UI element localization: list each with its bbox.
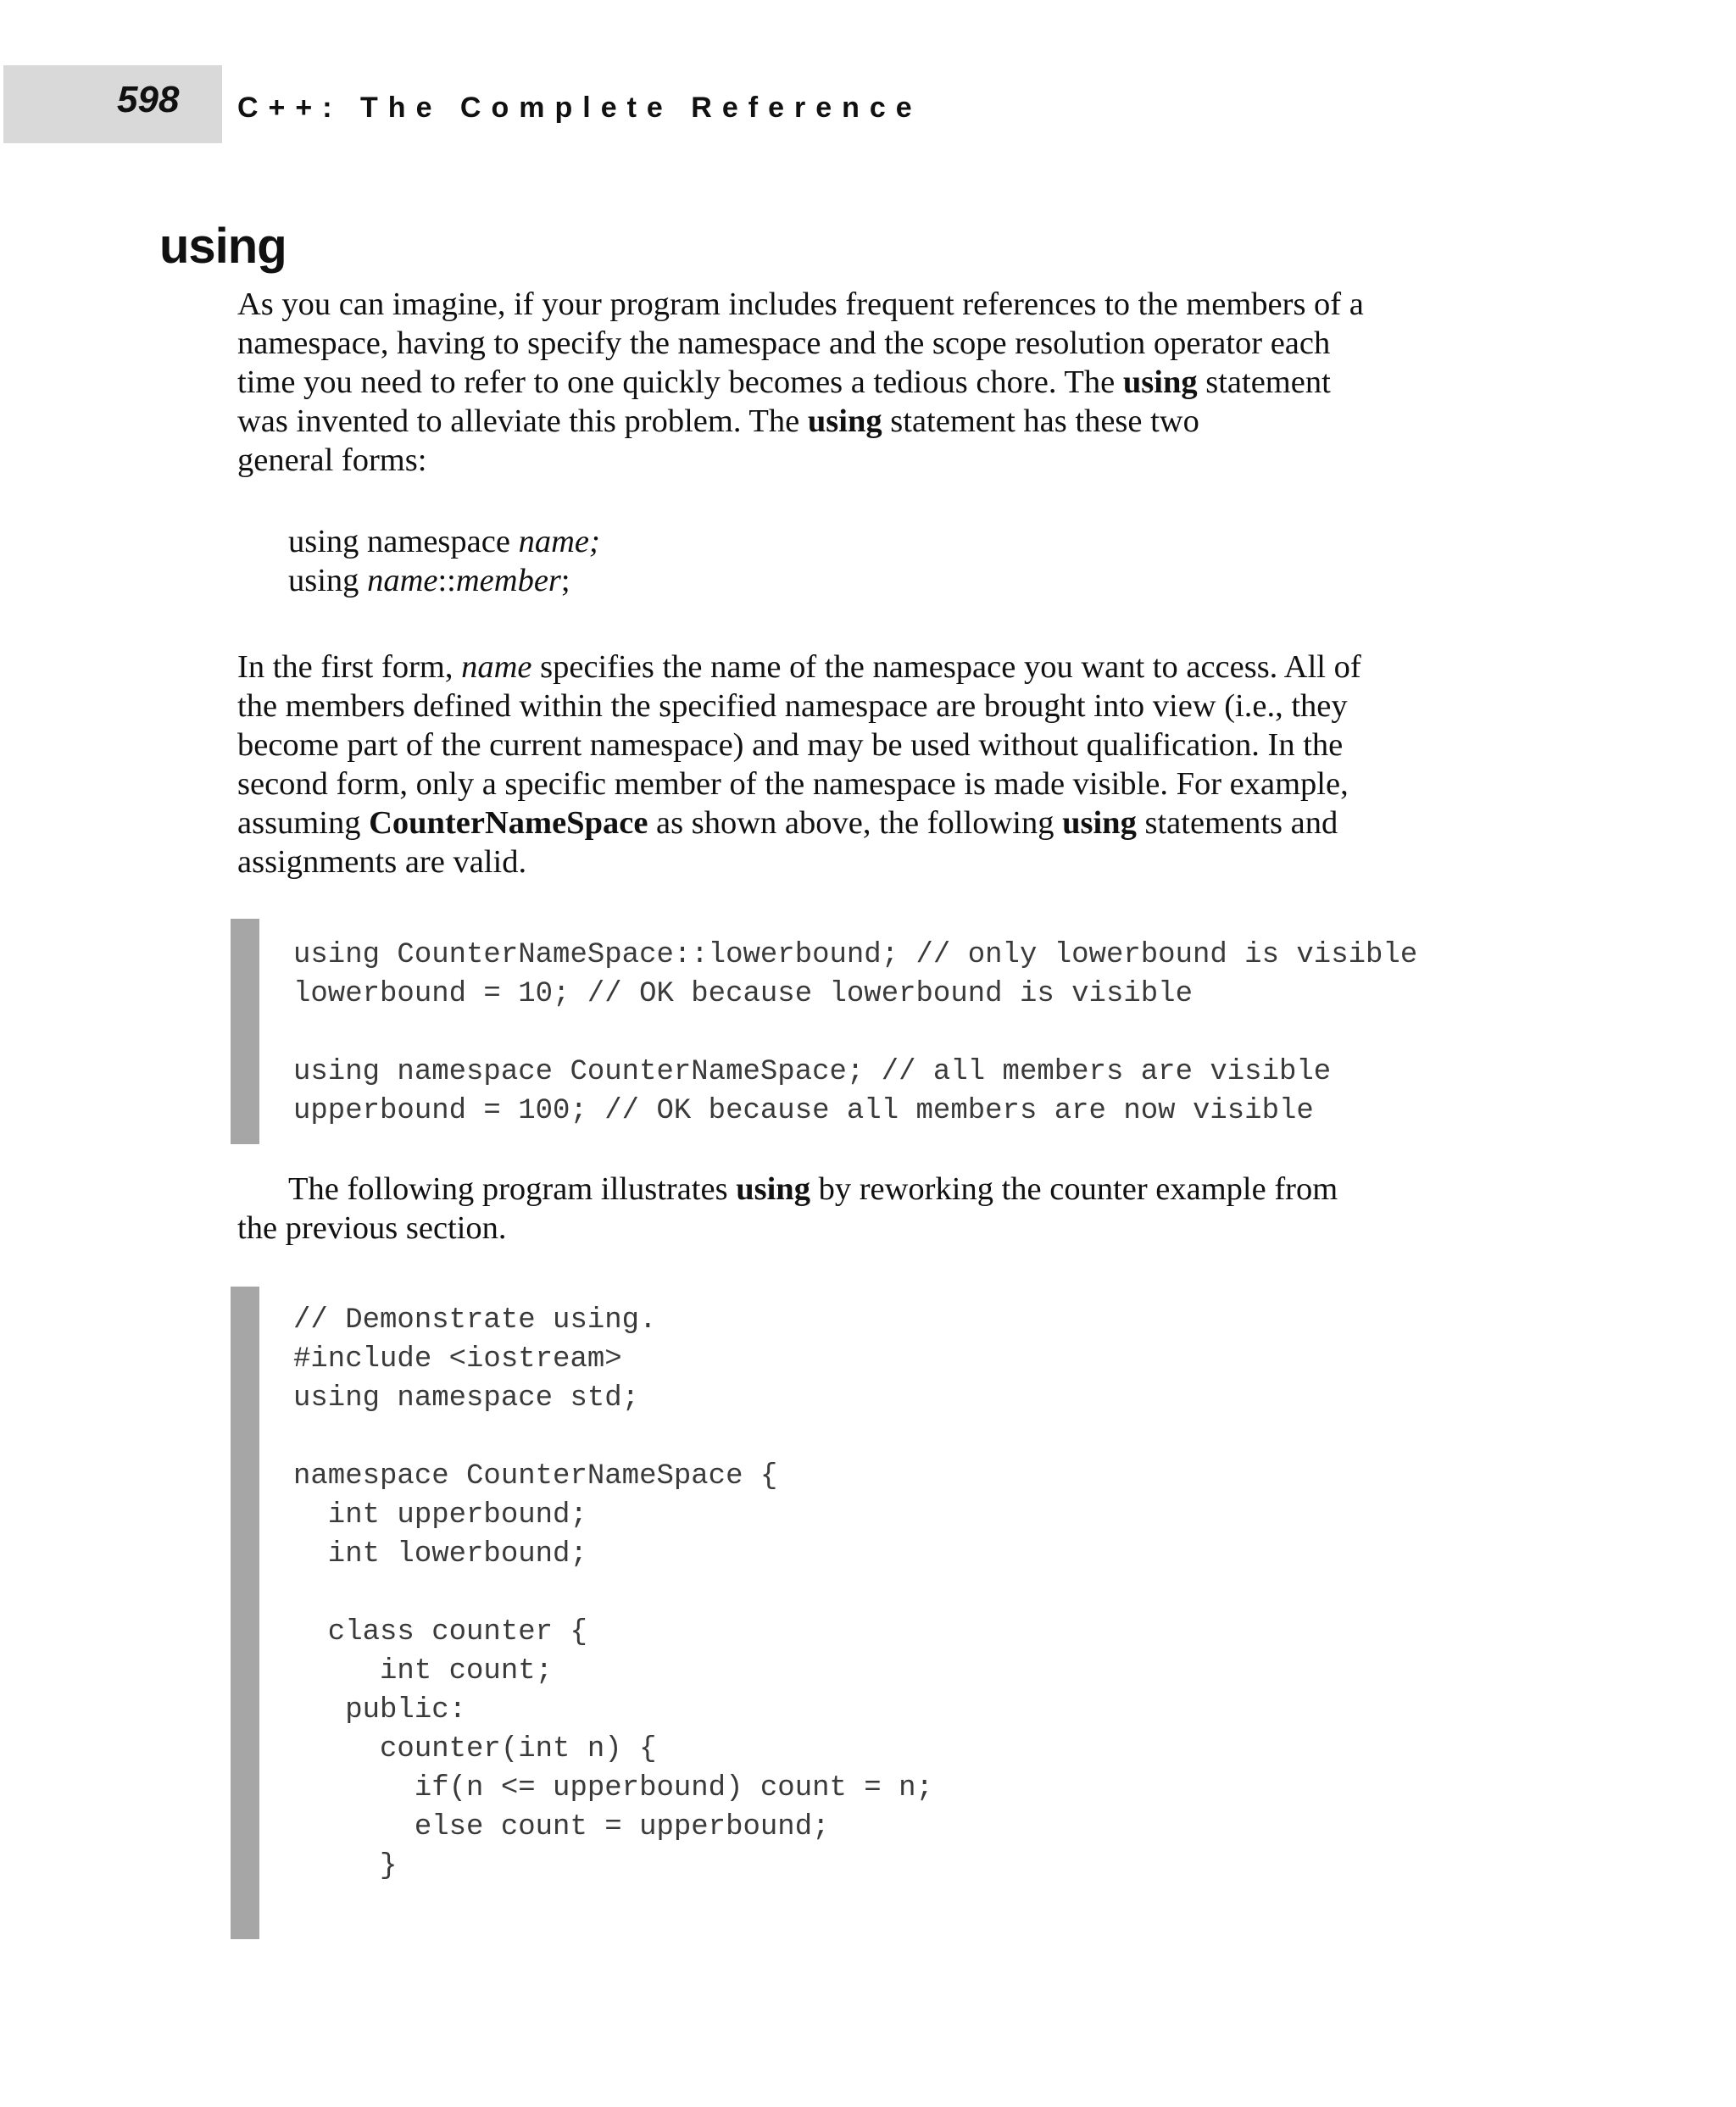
code-line: public: — [293, 1694, 467, 1726]
code-line: int lowerbound; — [293, 1538, 587, 1571]
intro-paragraph — [237, 285, 1483, 480]
text-line: the previous section. — [237, 1210, 507, 1246]
general-forms — [288, 522, 600, 600]
text-line: become part of the current namespace) and may be used without qualification. In the — [237, 727, 1344, 763]
code-line: using namespace CounterNameSpace; // all members are visible — [293, 1056, 1332, 1088]
code-line — [293, 1418, 933, 1457]
text-line: assignments are valid. — [237, 844, 527, 880]
code-line: class counter { — [293, 1616, 587, 1648]
code-line: int count; — [293, 1655, 554, 1687]
code-line: else count = upperbound; — [293, 1811, 830, 1843]
code-line — [293, 1014, 1417, 1053]
code-line: int upperbound; — [293, 1499, 587, 1532]
text-line: was invented to alleviate this problem. The using statement has these two — [237, 403, 1199, 439]
text-line: The following program illustrates using by reworking the counter example from — [288, 1171, 1338, 1207]
code-line: lowerbound = 10; // OK because lowerbound is visible — [293, 978, 1193, 1010]
code-line: } — [293, 1850, 398, 1882]
code-line: counter(int n) { — [293, 1733, 657, 1765]
page-number-box — [3, 65, 222, 143]
text-line: In the first form, name specifies the name of the namespace you want to access. All of — [237, 649, 1361, 685]
code-example-2 — [231, 1287, 933, 1939]
code-line: #include <iostream> — [293, 1343, 622, 1376]
text-line: general forms: — [237, 442, 427, 478]
form-line: using name::member; — [288, 563, 570, 598]
text-line: As you can imagine, if your program includes frequent references to the members of a — [237, 286, 1364, 322]
code-example-1 — [231, 919, 1417, 1144]
keyword-using: using — [1122, 364, 1198, 400]
section-title: using — [159, 219, 287, 274]
followup-paragraph — [237, 1170, 1483, 1248]
running-title: C++: The Complete Reference — [237, 92, 922, 124]
code-line: upperbound = 100; // OK because all members are now visible — [293, 1095, 1314, 1127]
explanation-paragraph — [237, 648, 1483, 881]
keyword-using: using — [736, 1171, 810, 1207]
form-line: using namespace name; — [288, 524, 600, 559]
code-line: using namespace std; — [293, 1382, 640, 1415]
keyword-using: using — [807, 403, 882, 439]
code-line — [293, 1574, 933, 1613]
code-line: namespace CounterNameSpace { — [293, 1460, 778, 1493]
text-line: assuming CounterNameSpace as shown above, the following using statements and — [237, 805, 1338, 841]
text-line: the members defined within the specified namespace are brought into view (i.e., they — [237, 688, 1348, 724]
text-line: second form, only a specific member of the namespace is made visible. For example, — [237, 766, 1349, 802]
page-number: 598 — [117, 79, 180, 120]
code-line: // Demonstrate using. — [293, 1304, 657, 1337]
text-line: namespace, having to specify the namespace and the scope resolution operator each — [237, 325, 1331, 361]
code-line: if(n <= upperbound) count = n; — [293, 1772, 933, 1804]
text-line: time you need to refer to one quickly becomes a tedious chore. The using statement — [237, 364, 1331, 400]
code-line: using CounterNameSpace::lowerbound; // only lowerbound is visible — [293, 939, 1418, 971]
